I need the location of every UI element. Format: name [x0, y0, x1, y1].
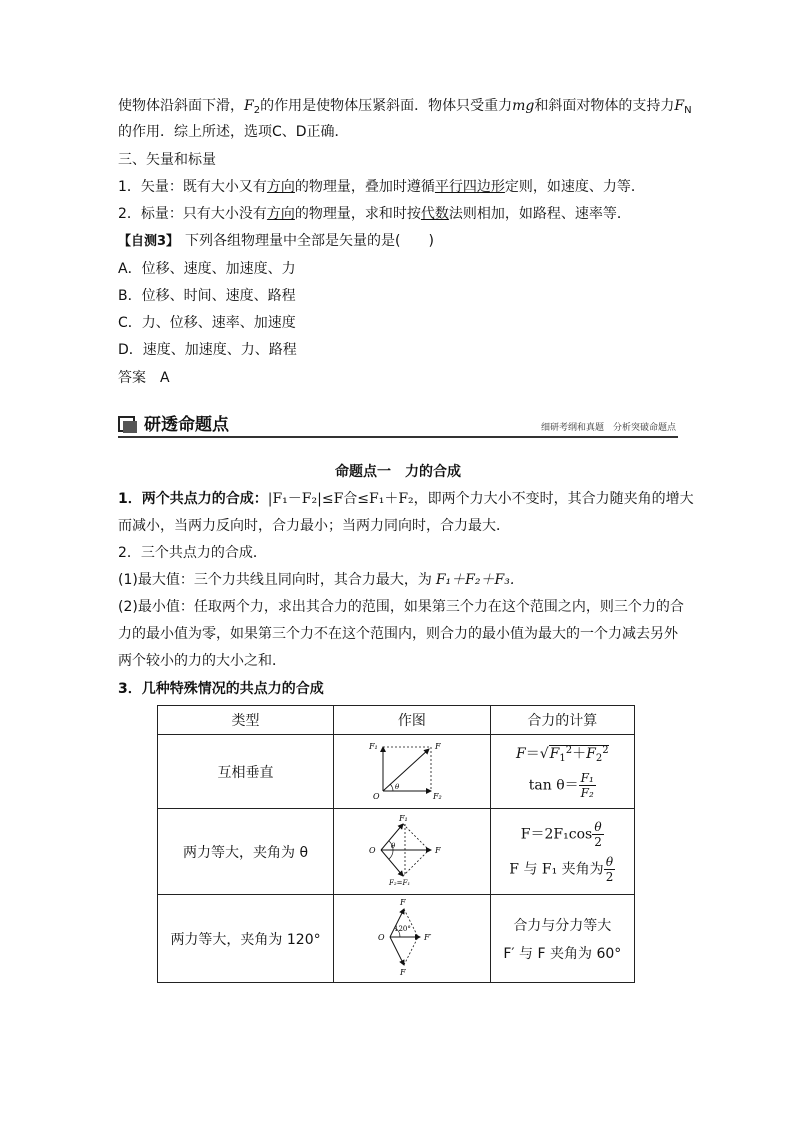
- banner-tag: 细研考纲和真题 分析突破命题点: [540, 423, 676, 433]
- 120-degree-diagram: [372, 897, 452, 977]
- calc-cell: [490, 735, 634, 809]
- label-theta: θ: [394, 782, 400, 791]
- min-value-line: (2)最小值：任取两个力，求出其合力的范围，如果第三个力在这个范围之内，则三个力的合: [118, 599, 684, 615]
- quiz-question: [118, 231, 434, 252]
- perpendicular-diagram: [369, 737, 455, 803]
- quiz-answer: 答案 A: [118, 370, 170, 386]
- column-header: 类型: [158, 706, 334, 735]
- formula: |F₁－F₂|≤F合≤F₁＋F₂: [267, 491, 414, 507]
- label-f2: F₂=F₁: [388, 878, 411, 887]
- text-fragment: 的作用是使物体压紧斜面．物体只受重力: [260, 98, 513, 114]
- var-fn: F: [674, 98, 685, 114]
- quiz-option: A．位移、速度、加速度、力: [118, 261, 296, 277]
- label-f: F: [434, 845, 441, 855]
- topic-point-2: 2．三个共点力的合成．: [118, 545, 267, 561]
- paragraph-line: 的作用．综上所述，选项C、D正确．: [118, 124, 349, 140]
- calc-cell: [490, 895, 634, 983]
- label-f-bottom: F: [399, 967, 406, 977]
- diagram-cell: [334, 809, 491, 895]
- text-fragment: 的物理量，叠加时遵循: [294, 179, 435, 195]
- calc-text: F′ 与 F 夹角为 60°: [503, 945, 622, 962]
- var-f: F: [244, 98, 254, 114]
- calc-cell: [490, 809, 634, 895]
- blank-answer: 平行四边形: [434, 179, 505, 195]
- label-f-prime: F′: [423, 932, 432, 942]
- table-row: [158, 735, 635, 809]
- text-fragment: ，即两个力大小不变时，其合力随夹角的增大: [413, 491, 694, 507]
- point-heading: 1．两个共点力的合成：: [118, 491, 268, 507]
- table-header-row: [158, 706, 635, 735]
- subscript: N: [684, 105, 692, 116]
- calc-formula: F＝2F₁cos $\frac{\theta}{2}$: [520, 819, 602, 849]
- label-f-top: F: [399, 897, 406, 907]
- formula: F₁＋F₂＋F₃.: [435, 572, 515, 588]
- quiz-option: D．速度、加速度、力、路程: [118, 342, 297, 358]
- scalar-definition: [118, 204, 631, 224]
- section-heading: 三、矢量和标量: [118, 152, 216, 168]
- column-header: 合力的计算: [490, 706, 634, 735]
- var-mg: mg: [512, 98, 535, 114]
- banner-title: 研透命题点: [144, 415, 229, 435]
- paragraph-line: 而减小，当两力反向时，合力最小；当两力同向时，合力最大．: [118, 518, 510, 534]
- text-fragment: 定则，如速度、力等．: [504, 179, 645, 195]
- quiz-option: C．力、位移、速率、加速度: [118, 315, 296, 331]
- label-f2: F₂: [432, 791, 442, 801]
- banner-rule: [118, 436, 678, 438]
- label-f1: F₁: [368, 741, 378, 751]
- calc-formula: F 与 F₁ 夹角为 $\frac{\theta}{2}$: [509, 854, 614, 884]
- text-fragment: 2．标量：只有大小没有: [118, 206, 267, 222]
- diagram-cell: [334, 735, 491, 809]
- type-cell: 两力等大，夹角为 θ: [158, 809, 334, 895]
- paragraph-continuation: [118, 96, 692, 116]
- text-fragment: 使物体沿斜面下滑，: [118, 98, 244, 114]
- diagram-cell: [334, 895, 491, 983]
- text-fragment: 法则相加，如路程、速率等．: [448, 206, 631, 222]
- topic-title: 命题点一 力的合成: [335, 464, 461, 480]
- banner-square-icon: [118, 416, 138, 434]
- label-theta: θ: [390, 841, 396, 850]
- label-o: O: [372, 791, 380, 801]
- table-row: [158, 809, 635, 895]
- calc-formula: $F=√F_1^2+F_2^2$: [516, 745, 609, 764]
- type-cell: 互相垂直: [158, 735, 334, 809]
- section-banner: [118, 414, 678, 438]
- quiz-option: B．位移、时间、速度、路程: [118, 288, 296, 304]
- topic-point-1: [118, 489, 694, 509]
- blank-answer: 方向: [266, 206, 295, 222]
- topic-point-3: 3．几种特殊情况的共点力的合成: [118, 681, 324, 697]
- paragraph-line: 两个较小的力的大小之和．: [118, 653, 286, 669]
- calc-formula: tan θ＝ $\frac{\text{F₁}}{\text{F₂}}$: [528, 771, 594, 800]
- special-cases-table: [157, 705, 635, 983]
- vector-definition: [118, 177, 645, 197]
- question-text: 下列各组物理量中全部是矢量的是( ): [185, 233, 434, 249]
- calc-text: 合力与分力等大: [513, 917, 612, 934]
- max-value-line: [118, 570, 514, 590]
- label-o: O: [368, 845, 376, 855]
- blank-answer: 方向: [266, 179, 295, 195]
- label-angle: 120°: [393, 924, 411, 933]
- blank-answer: 代数: [420, 206, 449, 222]
- quiz-tag: 【自测3】: [118, 234, 180, 249]
- text-fragment: (1)最大值：三个力共线且同向时，其合力最大，为: [118, 572, 432, 588]
- label-f1: F₁: [398, 813, 408, 823]
- subscript: 2: [253, 105, 261, 116]
- column-header: 作图: [334, 706, 491, 735]
- table-row: [158, 895, 635, 983]
- type-cell: 两力等大，夹角为 120°: [158, 895, 334, 983]
- text-fragment: 和斜面对物体的支持力: [534, 98, 675, 114]
- text-fragment: 1．矢量：既有大小又有: [118, 179, 267, 195]
- label-o: O: [377, 932, 385, 942]
- label-f: F: [434, 741, 441, 751]
- equal-forces-diagram: [367, 812, 457, 888]
- paragraph-line: 力的最小值为零，如果第三个力不在这个范围内，则合力的最小值为最大的一个力减去另外: [118, 626, 678, 642]
- text-fragment: 的物理量，求和时按: [294, 206, 421, 222]
